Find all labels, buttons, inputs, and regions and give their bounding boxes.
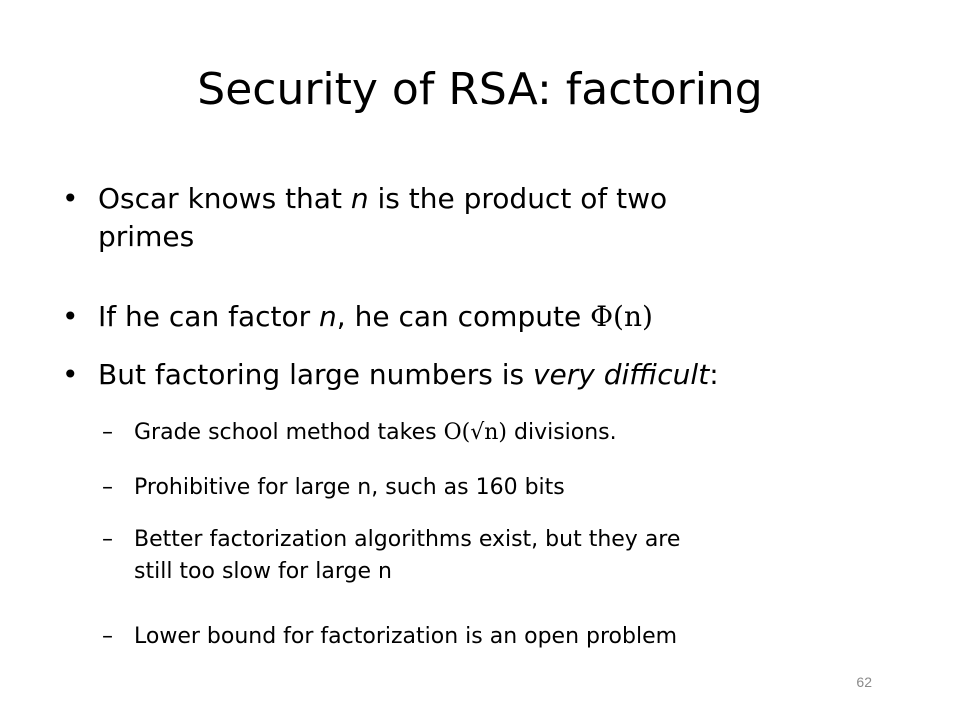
sub-bullet-text-continuation: still too slow for large n <box>134 559 392 584</box>
variable-n: n <box>319 300 337 333</box>
bullet-text-continuation: primes <box>98 220 195 253</box>
bullet-marker: • <box>62 182 79 215</box>
slide-number: 62 <box>856 674 872 690</box>
sub-bullet-item <box>102 622 882 656</box>
sub-bullet-item <box>102 418 882 452</box>
phi-formula: Φ(n) <box>590 300 653 333</box>
bullet-item <box>62 356 882 396</box>
bullet-text: But factoring large numbers is very difficult: <box>98 358 719 391</box>
sub-bullet-text: Grade school method takes O(√n) divisions. <box>134 420 617 445</box>
sub-bullet-text: Lower bound for factorization is an open problem <box>134 624 678 649</box>
bullet-item <box>62 180 882 260</box>
bullet-marker: • <box>62 300 79 333</box>
dash-marker: – <box>102 624 113 649</box>
slide-title: Security of RSA: factoring <box>197 64 763 115</box>
dash-marker: – <box>102 475 113 500</box>
bullet-text: Oscar knows that n is the product of two <box>98 182 668 215</box>
dash-marker: – <box>102 527 113 552</box>
sub-bullet-item <box>102 525 882 589</box>
sub-bullet-item <box>102 473 882 507</box>
sub-bullet-text: Better factorization algorithms exist, but they are <box>134 527 681 552</box>
bullet-item <box>62 298 882 338</box>
emphasis-text: very difficult <box>532 358 710 391</box>
sub-bullet-text: Prohibitive for large n, such as 160 bits <box>134 475 565 500</box>
variable-n: n <box>350 182 369 215</box>
big-o-formula: O(√n) <box>443 420 507 445</box>
bullet-marker: • <box>62 358 79 391</box>
dash-marker: – <box>102 420 113 445</box>
bullet-text: If he can factor n, he can compute Φ(n) <box>98 300 653 333</box>
